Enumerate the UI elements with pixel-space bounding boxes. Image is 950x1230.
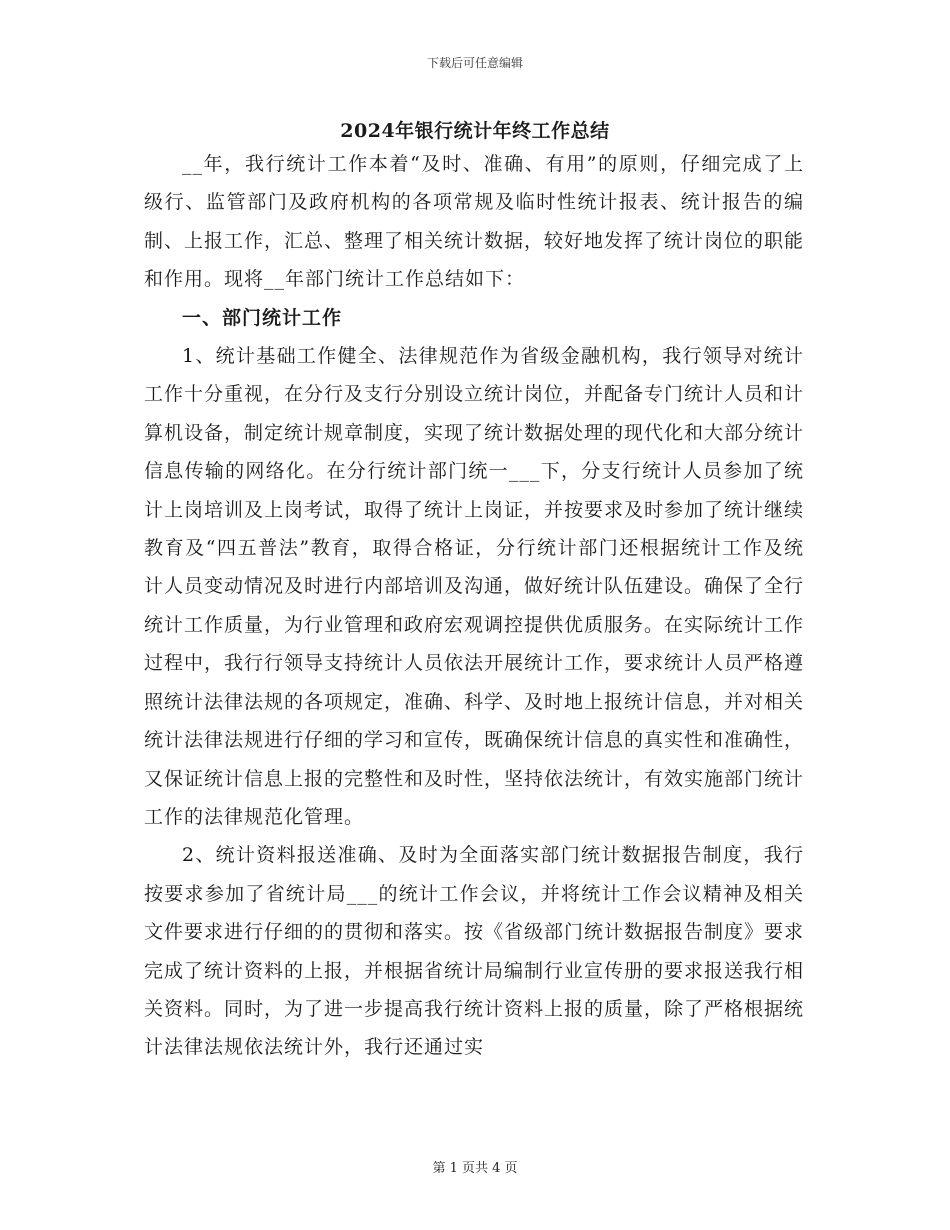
download-note: 下载后可任意编辑 <box>426 56 523 70</box>
intro-paragraph: __年，我行统计工作本着“及时、准确、有用”的原则，仔细完成了上级行、监管部门及政府机构的各项常规及临时性统计报表、统计报告的编制、上报工作，汇总、整理了相关统计数据，较好地发挥了统计岗位的职能和作用。现将__年部门统计工作总结如下： <box>144 153 805 291</box>
paragraph-item-1: 1、统计基础工作健全、法律规范作为省级金融机构，我行领导对统计工作十分重视，在分行及支行分别设立统计岗位，并配备专门统计人员和计算机设备，制定统计规章制度，实现了统计数据处理的现代化和大部分统计信息传输的网络化。在分行统计部门统一___下，分支行统计人员参加了统计上岗培训及上岗考试，取得了统计上岗证，并按要求及时参加了统计继续教育及“四五普法”教育，取得合格证，分行统计部门还根据统计工作及统计人员变动情况及时进行内部培训及沟通，做好统计队伍建设。确保了全行统计工作质量，为行业管理和政府宏观调控提供优质服务。在实际统计工作过程中，我行行领导支持统计人员依法开展统计工作，要求统计人员严格遵照统计法律法规的各项规定，准确、科学、及时地上报统计信息，并对相关统计法律法规进行仔细的学习和宣传，既确保统计信息的真实性和准确性，又保证统计信息上报的完整性和及时性，坚持依法统计，有效实施部门统计工作的法律规范化管理。 <box>144 345 805 828</box>
document-body <box>144 145 804 1067</box>
section-heading: 一、部门统计工作 <box>182 306 343 329</box>
paragraph-item-2: 2、统计资料报送准确、及时为全面落实部门统计数据报告制度，我行按要求参加了省统计局___的统计工作会议，并将统计工作会议精神及相关文件要求进行仔细的的贯彻和落实。按《省级部门统计数据报告制度》要求完成了统计资料的上报，并根据省统计局编制行业宣传册的要求报送我行相关资料。同时，为了进一步提高我行统计资料上报的质量，除了严格根据统计法律法规依法统计外，我行还通过实 <box>144 844 805 1059</box>
page-footer: 第 1 页共 4 页 <box>432 1161 518 1176</box>
document-title: 2024年银行统计年终工作总结 <box>340 120 610 142</box>
